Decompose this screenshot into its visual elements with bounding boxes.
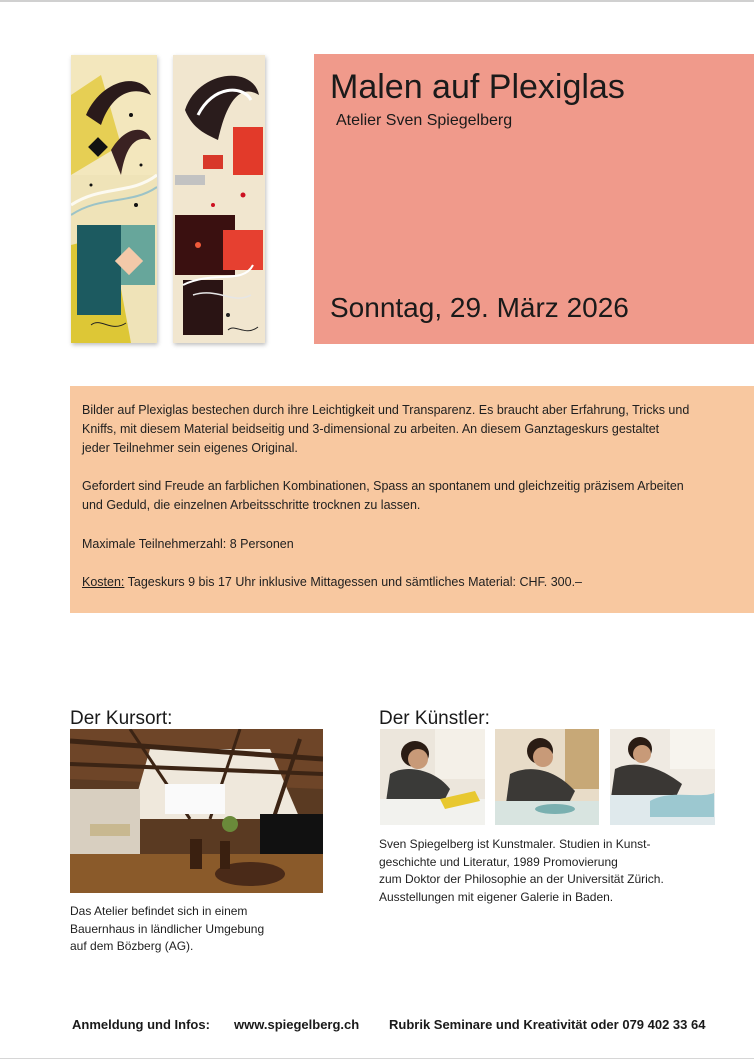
description-paragraph-1 — [82, 401, 722, 458]
artwork-image-2 — [173, 55, 265, 343]
description-line: Kniffs, mit diesem Material beidseitig und 3-dimensional zu arbeiten. An diesem Ganztageskurs gestaltet — [82, 422, 660, 436]
kursort-line: auf dem Bözberg (AG). — [70, 939, 194, 953]
cost-info — [82, 573, 722, 592]
kuenstler-line: Ausstellungen mit eigener Galerie in Baden. — [379, 889, 614, 904]
kuenstler-line: Sven Spiegelberg ist Kunstmaler. Studien in Kunst- — [379, 837, 651, 851]
cost-label: Kosten: — [82, 575, 125, 589]
artwork-image-1 — [71, 55, 157, 343]
kursort-description — [70, 903, 310, 956]
kuenstler-heading: Der Künstler: — [379, 708, 490, 729]
course-description — [70, 386, 754, 613]
atelier-photo — [70, 729, 323, 893]
description-line: Bilder auf Plexiglas bestechen durch ihre Leichtigkeit und Transparenz. Es braucht aber Erfahrung, Tricks und — [82, 403, 690, 417]
kursort-line: Das Atelier befindet sich in einem — [70, 904, 248, 918]
footer-contact-info: Rubrik Seminare und Kreativität oder 079 402 33 64 — [389, 1017, 706, 1032]
description-paragraph-2 — [82, 477, 722, 515]
kuenstler-line: geschichte und Literatur, 1989 Promovierung — [379, 854, 618, 869]
page-title: Malen auf Plexiglas — [330, 68, 625, 106]
footer-website-link[interactable]: www.spiegelberg.ch — [234, 1017, 360, 1032]
footer-registration-label: Anmeldung und Infos: — [72, 1017, 210, 1032]
participant-limit: Maximale Teilnehmerzahl: 8 Personen — [82, 537, 294, 551]
artist-photo-3 — [610, 729, 715, 825]
kuenstler-description — [379, 836, 679, 906]
kursort-heading: Der Kursort: — [70, 708, 173, 729]
bottom-divider — [0, 1058, 754, 1059]
description-line: und Geduld, die einzelnen Arbeitsschritte trocknen zu lassen. — [82, 498, 421, 512]
description-line: jeder Teilnehmer sein eigenes Original. — [82, 441, 298, 455]
cost-text: Tageskurs 9 bis 17 Uhr inklusive Mittagessen und sämtliches Material: CHF. 300.– — [124, 575, 583, 589]
artist-photo-1 — [380, 729, 485, 825]
page-subtitle: Atelier Sven Spiegelberg — [336, 112, 513, 129]
top-divider — [0, 0, 754, 2]
event-date: Sonntag, 29. März 2026 — [330, 292, 629, 323]
description-line: Gefordert sind Freude an farblichen Kombinationen, Spass an spontanem und gleichzeitig präzisem Arbeiten — [82, 479, 684, 493]
title-banner — [314, 54, 754, 344]
kursort-line: Bauernhaus in ländlicher Umgebung — [70, 921, 265, 936]
artist-photo-2 — [495, 729, 599, 825]
kuenstler-line: zum Doktor der Philosophie an der Universität Zürich. — [379, 872, 664, 886]
